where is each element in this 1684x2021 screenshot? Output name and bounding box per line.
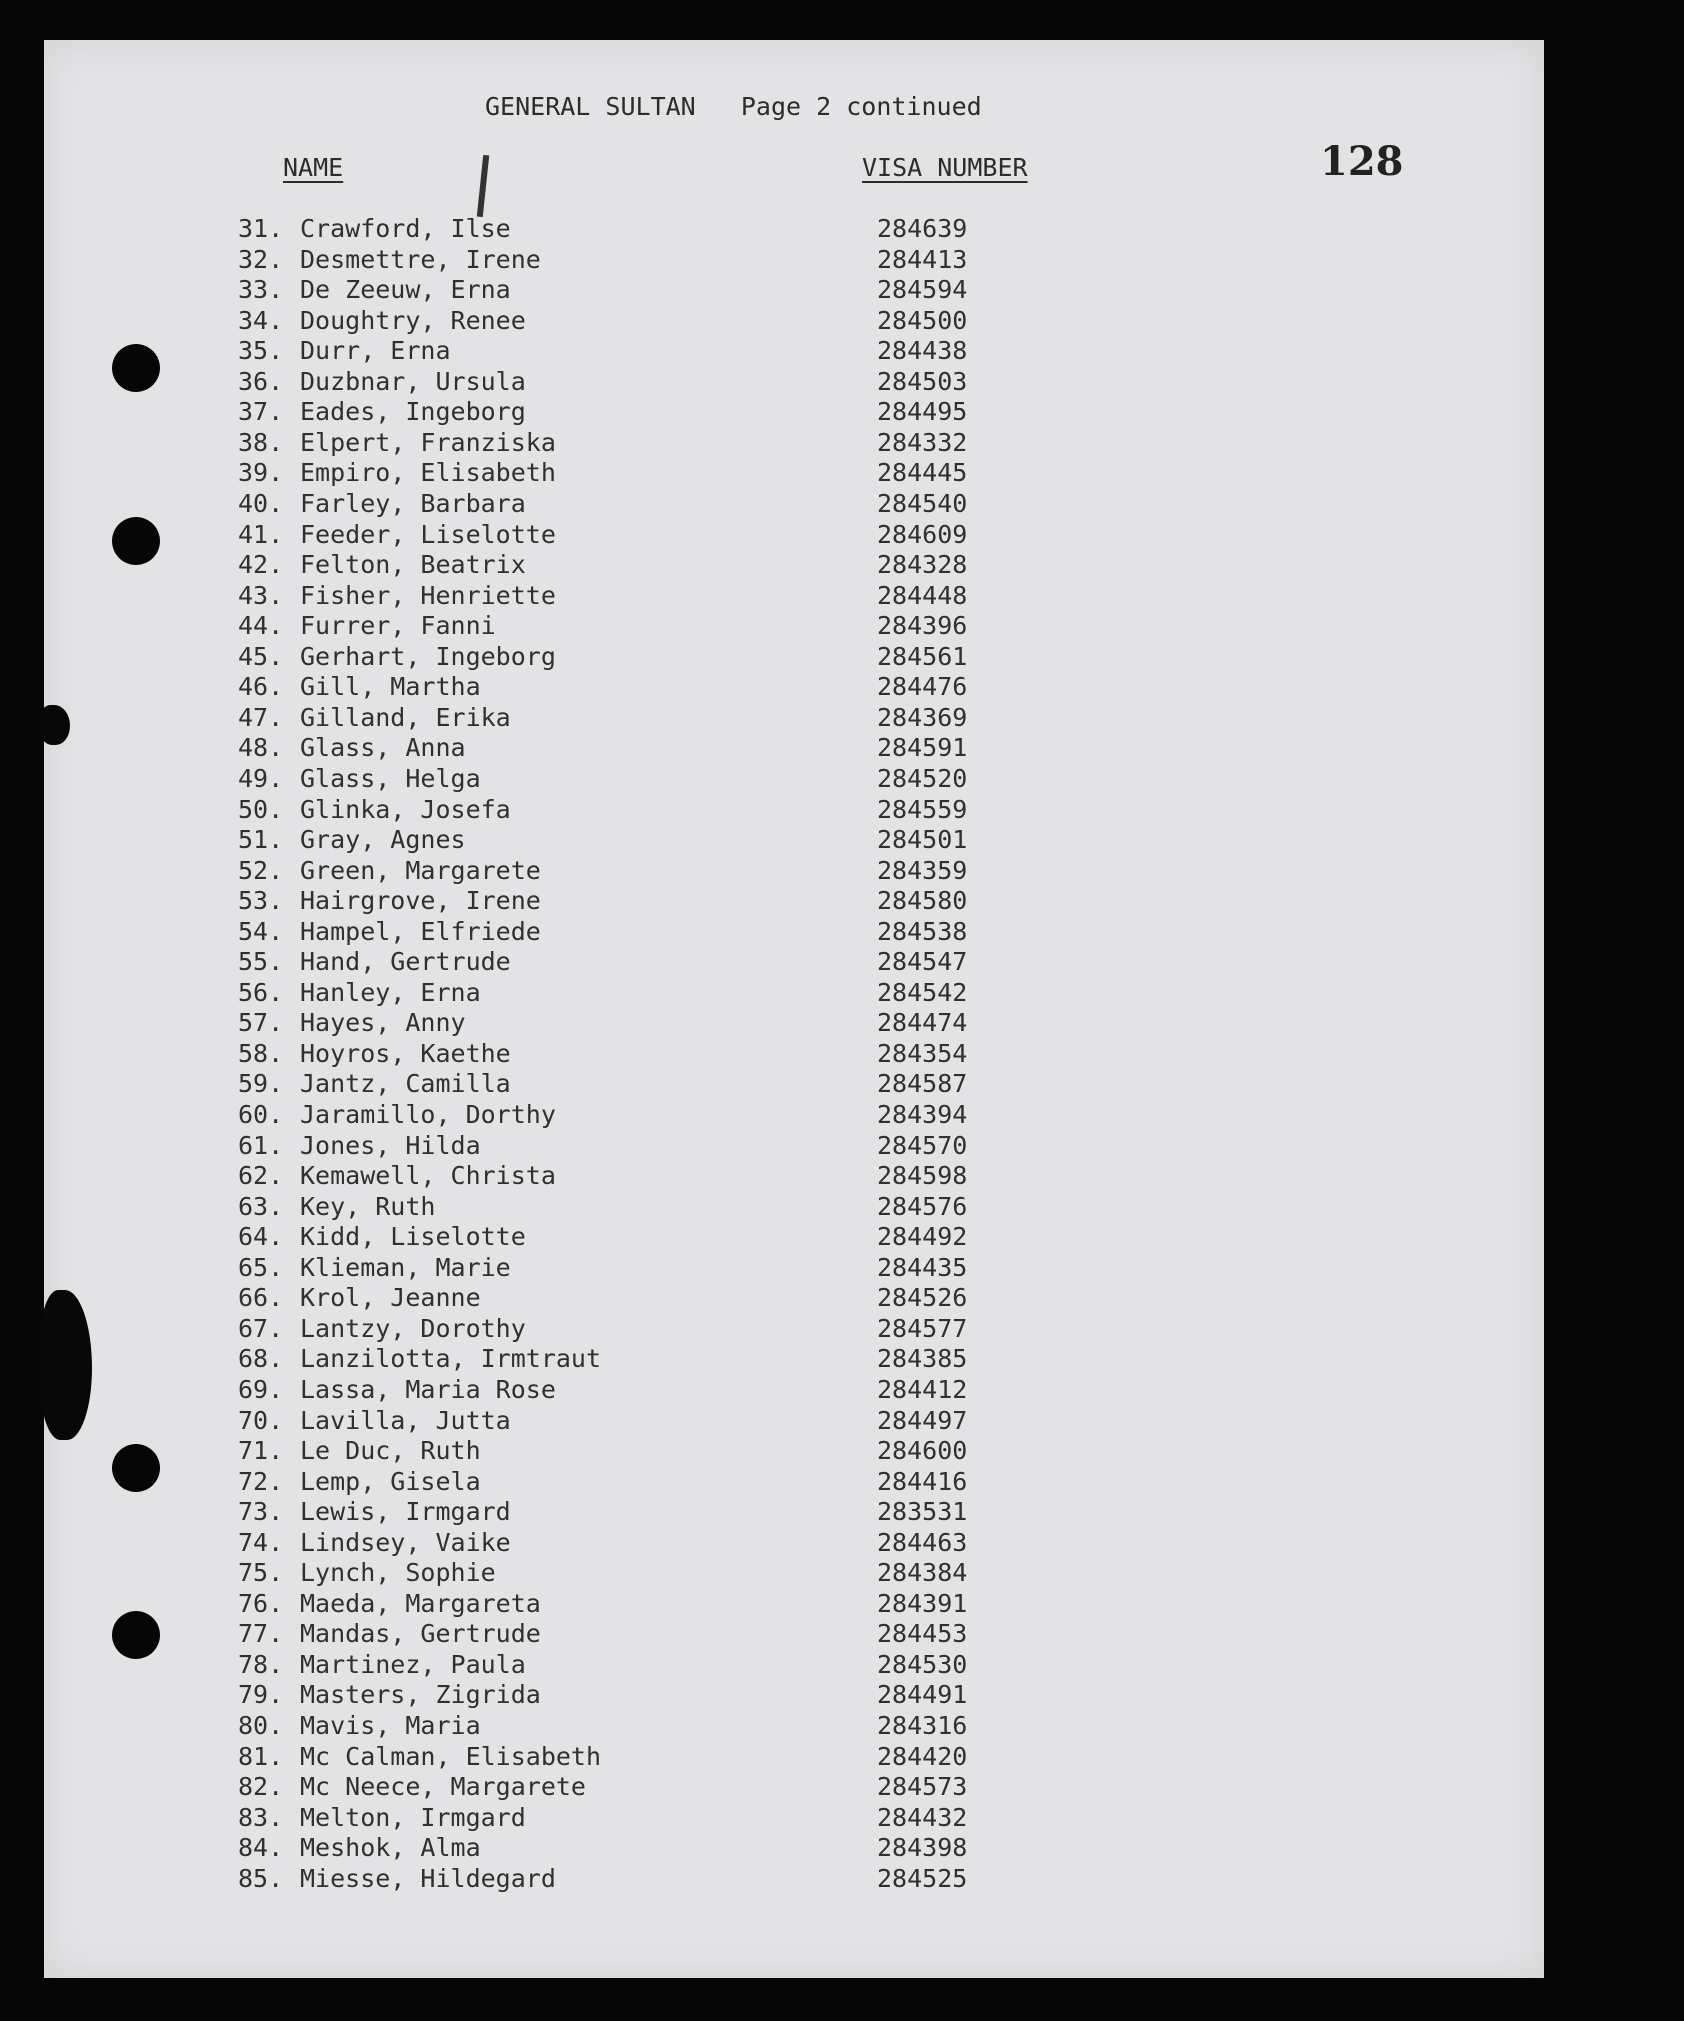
entry-number: 56.: [238, 977, 284, 1007]
entry-visa-number: 284453: [877, 1619, 968, 1649]
entry-visa-number: 284570: [877, 1130, 968, 1160]
entry-number: 81.: [238, 1741, 284, 1771]
entry-name: Furrer, Fanni: [300, 611, 496, 641]
entry-visa-number: 284526: [877, 1283, 968, 1313]
entry-visa-number: 284432: [877, 1802, 968, 1832]
entry-name: Desmettre, Irene: [300, 244, 541, 274]
entry-visa-number: 284398: [877, 1833, 968, 1863]
entry-name: Gill, Martha: [300, 672, 481, 702]
entry-visa-number: 284413: [877, 244, 968, 274]
entry-number: 33.: [238, 275, 284, 305]
entry-number: 65.: [238, 1252, 284, 1282]
entry-visa-number: 284463: [877, 1527, 968, 1557]
entry-number: 78.: [238, 1649, 284, 1679]
entry-name: Duzbnar, Ursula: [300, 366, 526, 396]
entry-visa-number: 284328: [877, 550, 968, 579]
entry-visa-number: 284420: [877, 1741, 968, 1771]
entry-visa-number: 284573: [877, 1772, 968, 1801]
entry-number: 38.: [238, 427, 284, 457]
entry-number: 37.: [238, 397, 284, 427]
entry-number: 62.: [238, 1161, 284, 1191]
entry-visa-number: 284540: [877, 488, 968, 518]
entry-name: De Zeeuw, Erna: [300, 275, 511, 305]
entry-name: Key, Ruth: [300, 1191, 436, 1221]
entry-number: 60.: [238, 1100, 284, 1129]
entry-visa-number: 284577: [877, 1313, 968, 1343]
entry-name: Glinka, Josefa: [300, 794, 511, 824]
entry-number: 48.: [238, 733, 284, 763]
entry-visa-number: 284332: [877, 427, 968, 457]
entry-number: 75.: [238, 1558, 284, 1588]
entry-name: Empiro, Elisabeth: [300, 458, 556, 488]
entry-number: 35.: [238, 336, 284, 366]
entry-number: 64.: [238, 1222, 284, 1252]
entry-name: Miesse, Hildegard: [300, 1863, 556, 1893]
entry-number: 47.: [238, 702, 284, 732]
entry-name: Hampel, Elfriede: [300, 916, 541, 946]
entry-number: 73.: [238, 1497, 284, 1527]
entry-name: Felton, Beatrix: [300, 550, 526, 579]
entry-name: Melton, Irmgard: [300, 1802, 526, 1832]
entry-number: 69.: [238, 1374, 284, 1404]
name-column-header: NAME: [283, 153, 344, 182]
entry-visa-number: 284580: [877, 886, 968, 916]
entry-name: Martinez, Paula: [300, 1649, 526, 1679]
entry-name: Kidd, Liselotte: [300, 1222, 526, 1252]
entry-number: 77.: [238, 1619, 284, 1649]
entry-visa-number: 284495: [877, 397, 968, 427]
entry-number: 85.: [238, 1863, 284, 1893]
entry-visa-number: 284538: [877, 916, 968, 946]
entry-visa-number: 284500: [877, 305, 968, 335]
entry-name: Maeda, Margareta: [300, 1588, 541, 1618]
entry-visa-number: 284438: [877, 336, 968, 366]
page-number: 128: [1320, 138, 1404, 185]
entry-name: Hoyros, Kaethe: [300, 1038, 511, 1068]
entry-name: Gilland, Erika: [300, 702, 511, 732]
entry-number: 52.: [238, 855, 284, 885]
entry-number: 58.: [238, 1038, 284, 1068]
entry-name: Hand, Gertrude: [300, 947, 511, 977]
entry-visa-number: 284598: [877, 1161, 968, 1191]
entry-visa-number: 284542: [877, 977, 968, 1007]
entry-visa-number: 284591: [877, 733, 968, 763]
entry-number: 54.: [238, 916, 284, 946]
entry-visa-number: 284316: [877, 1711, 968, 1740]
entry-number: 41.: [238, 519, 284, 549]
entry-name: Lynch, Sophie: [300, 1558, 496, 1588]
entry-number: 57.: [238, 1008, 284, 1038]
entry-visa-number: 284492: [877, 1222, 968, 1252]
entry-number: 46.: [238, 672, 284, 702]
entry-visa-number: 284594: [877, 275, 968, 305]
entry-visa-number: 283531: [877, 1497, 968, 1527]
entry-visa-number: 284600: [877, 1436, 968, 1465]
entry-number: 44.: [238, 611, 284, 641]
entry-name: Lassa, Maria Rose: [300, 1374, 556, 1404]
entry-visa-number: 284416: [877, 1466, 968, 1496]
entry-name: Eades, Ingeborg: [300, 397, 526, 427]
entry-name: Lantzy, Dorothy: [300, 1313, 526, 1343]
entry-visa-number: 284503: [877, 366, 968, 396]
entry-name: Klieman, Marie: [300, 1252, 511, 1282]
entry-number: 42.: [238, 550, 284, 579]
punch-hole: [112, 517, 160, 565]
entry-visa-number: 284396: [877, 611, 968, 641]
entry-name: Le Duc, Ruth: [300, 1436, 481, 1465]
entry-number: 32.: [238, 244, 284, 274]
entry-visa-number: 284369: [877, 702, 968, 732]
entry-name: Lewis, Irmgard: [300, 1497, 511, 1527]
entry-visa-number: 284609: [877, 519, 968, 549]
entry-number: 82.: [238, 1772, 284, 1801]
entry-name: Lindsey, Vaike: [300, 1527, 511, 1557]
entry-number: 36.: [238, 366, 284, 396]
entry-name: Fisher, Henriette: [300, 580, 556, 610]
entry-number: 76.: [238, 1588, 284, 1618]
entry-number: 55.: [238, 947, 284, 977]
entry-number: 84.: [238, 1833, 284, 1863]
entry-visa-number: 284561: [877, 641, 968, 671]
entry-visa-number: 284576: [877, 1191, 968, 1221]
entry-number: 53.: [238, 886, 284, 916]
entry-visa-number: 284530: [877, 1649, 968, 1679]
entry-number: 34.: [238, 305, 284, 335]
entry-name: Lavilla, Jutta: [300, 1405, 511, 1435]
entry-name: Lanzilotta, Irmtraut: [300, 1344, 602, 1374]
entry-visa-number: 284435: [877, 1252, 968, 1282]
entry-visa-number: 284497: [877, 1405, 968, 1435]
entry-name: Farley, Barbara: [300, 488, 526, 518]
entry-name: Hanley, Erna: [300, 977, 481, 1007]
entry-number: 45.: [238, 641, 284, 671]
entry-name: Mc Calman, Elisabeth: [300, 1741, 602, 1771]
entry-visa-number: 284639: [877, 214, 968, 243]
entry-visa-number: 284587: [877, 1069, 968, 1099]
entry-name: Glass, Anna: [300, 733, 466, 763]
entry-name: Hairgrove, Irene: [300, 886, 541, 916]
entry-visa-number: 284385: [877, 1344, 968, 1374]
entry-number: 61.: [238, 1130, 284, 1160]
entry-number: 83.: [238, 1802, 284, 1832]
entry-visa-number: 284384: [877, 1558, 968, 1588]
entry-number: 68.: [238, 1344, 284, 1374]
entry-name: Elpert, Franziska: [300, 427, 556, 457]
entry-visa-number: 284501: [877, 825, 968, 854]
entry-visa-number: 284525: [877, 1863, 968, 1893]
entry-number: 59.: [238, 1069, 284, 1099]
entry-number: 51.: [238, 825, 284, 854]
entry-number: 70.: [238, 1405, 284, 1435]
entry-number: 67.: [238, 1313, 284, 1343]
entry-number: 72.: [238, 1466, 284, 1496]
entry-visa-number: 284520: [877, 763, 968, 793]
entry-visa-number: 284474: [877, 1008, 968, 1038]
entry-visa-number: 284412: [877, 1374, 968, 1404]
entry-name: Doughtry, Renee: [300, 305, 526, 335]
entry-number: 74.: [238, 1527, 284, 1557]
entry-visa-number: 284394: [877, 1100, 968, 1129]
entry-number: 66.: [238, 1283, 284, 1313]
ink-smudge: [40, 705, 70, 745]
entry-name: Lemp, Gisela: [300, 1466, 481, 1496]
visa-column-header: VISA NUMBER: [862, 153, 1028, 182]
entry-visa-number: 284491: [877, 1680, 968, 1710]
entry-name: Crawford, Ilse: [300, 214, 511, 243]
entry-name: Feeder, Liselotte: [300, 519, 556, 549]
document-title: GENERAL SULTAN Page 2 continued: [485, 92, 982, 121]
entry-number: 71.: [238, 1436, 284, 1465]
entry-name: Mc Neece, Margarete: [300, 1772, 586, 1801]
entry-name: Hayes, Anny: [300, 1008, 466, 1038]
entry-number: 79.: [238, 1680, 284, 1710]
entry-name: Krol, Jeanne: [300, 1283, 481, 1313]
entry-visa-number: 284445: [877, 458, 968, 488]
entry-name: Kemawell, Christa: [300, 1161, 556, 1191]
entry-name: Green, Margarete: [300, 855, 541, 885]
entry-visa-number: 284448: [877, 580, 968, 610]
entry-number: 49.: [238, 763, 284, 793]
punch-hole: [112, 1611, 160, 1659]
punch-hole: [112, 1444, 160, 1492]
entry-name: Meshok, Alma: [300, 1833, 481, 1863]
entry-name: Masters, Zigrida: [300, 1680, 541, 1710]
entry-name: Mandas, Gertrude: [300, 1619, 541, 1649]
entry-number: 43.: [238, 580, 284, 610]
entry-visa-number: 284391: [877, 1588, 968, 1618]
entry-number: 80.: [238, 1711, 284, 1740]
entry-name: Mavis, Maria: [300, 1711, 481, 1740]
entry-name: Jantz, Camilla: [300, 1069, 511, 1099]
entry-visa-number: 284359: [877, 855, 968, 885]
entry-name: Jaramillo, Dorthy: [300, 1100, 556, 1129]
entry-name: Durr, Erna: [300, 336, 451, 366]
entry-name: Glass, Helga: [300, 763, 481, 793]
entry-visa-number: 284547: [877, 947, 968, 977]
entry-number: 40.: [238, 488, 284, 518]
entry-visa-number: 284559: [877, 794, 968, 824]
entry-number: 31.: [238, 214, 284, 243]
entry-number: 50.: [238, 794, 284, 824]
ink-smudge: [40, 1290, 92, 1440]
punch-hole: [112, 344, 160, 392]
entry-name: Gerhart, Ingeborg: [300, 641, 556, 671]
entry-number: 63.: [238, 1191, 284, 1221]
entry-name: Jones, Hilda: [300, 1130, 481, 1160]
entry-number: 39.: [238, 458, 284, 488]
entry-name: Gray, Agnes: [300, 825, 466, 854]
entry-visa-number: 284476: [877, 672, 968, 702]
entry-visa-number: 284354: [877, 1038, 968, 1068]
